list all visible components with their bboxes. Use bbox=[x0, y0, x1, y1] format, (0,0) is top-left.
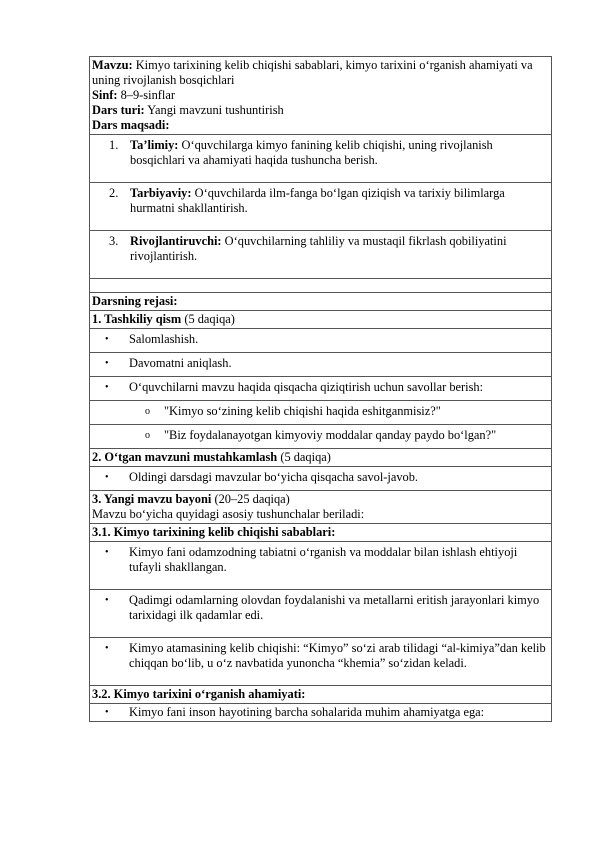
goal-item: 1. Ta’limiy: O‘quvchilarga kimyo fanining kelib chiqishi, uning rivojlanish bosqichlari va ahamiyati haqida tushuncha berish. bbox=[89, 134, 552, 182]
sub-list-item: o "Kimyo so‘zining kelib chiqishi haqida eshitganmisiz?" bbox=[89, 400, 552, 424]
list-item: • Oldingi darsdagi mavzular bo‘yicha qisqacha savol-javob. bbox=[89, 466, 552, 490]
list-item: • Davomatni aniqlash. bbox=[89, 352, 552, 376]
list-item: • O‘quvchilarni mavzu haqida qisqacha qiziqtirish uchun savollar berish: bbox=[89, 376, 552, 400]
bullet-icon: • bbox=[105, 595, 109, 606]
bullet-icon: • bbox=[105, 707, 109, 718]
goal-heading: Dars maqsadi: bbox=[92, 118, 170, 132]
list-item: • Kimyo fani inson hayotining barcha sohalarida muhim ahamiyatga ega: bbox=[89, 703, 552, 722]
header-block bbox=[89, 56, 552, 134]
topic-text: Kimyo tarixining kelib chiqishi sabablari, kimyo tarixini o‘rganish ahamiyati va uning rivojlanish bosqichlari bbox=[92, 58, 533, 87]
section-3-1-heading: 3.1. Kimyo tarixining kelib chiqishi sabablari: bbox=[89, 523, 552, 541]
lesson-type-text: Yangi mavzuni tushuntirish bbox=[147, 103, 284, 117]
section-2-heading: 2. O‘tgan mavzuni mustahkamlash (5 daqiqa) bbox=[89, 448, 552, 466]
grade-label: Sinf: bbox=[92, 88, 118, 102]
bullet-icon: • bbox=[105, 643, 109, 654]
goal-item: 2. Tarbiyaviy: O‘quvchilarda ilm-fanga bo‘lgan qiziqish va tarixiy bilimlarga hurmatni shakllantirish. bbox=[89, 182, 552, 230]
empty-row bbox=[89, 278, 552, 292]
lesson-plan-table bbox=[89, 56, 552, 722]
goal-item: 3. Rivojlantiruvchi: O‘quvchilarning tahliliy va mustaqil fikrlash qobiliyatini rivojlantirish. bbox=[89, 230, 552, 278]
list-item: • Salomlashish. bbox=[89, 328, 552, 352]
circle-bullet-icon: o bbox=[145, 430, 150, 441]
lesson-type-label: Dars turi: bbox=[92, 103, 145, 117]
lesson-type-line bbox=[92, 103, 549, 118]
list-item: • Kimyo atamasining kelib chiqishi: “Kimyo” so‘zi arab tilidagi “al-kimiya”dan kelib chiqqan bo‘lib, u o‘z navbatida yunoncha “khemia” so‘zidan keladi. bbox=[89, 637, 552, 685]
bullet-icon: • bbox=[105, 358, 109, 369]
section-3-2-heading: 3.2. Kimyo tarixini o‘rganish ahamiyati: bbox=[89, 685, 552, 703]
section-3-intro: Mavzu bo‘yicha quyidagi asosiy tushunchalar beriladi: bbox=[92, 507, 365, 521]
list-item: • Qadimgi odamlarning olovdan foydalanishi va metallarni eritish jarayonlari kimyo tarixidagi ilk qadamlar edi. bbox=[89, 589, 552, 637]
bullet-icon: • bbox=[105, 547, 109, 558]
section-3-heading: 3. Yangi mavzu bayoni (20–25 daqiqa) Mavzu bo‘yicha quyidagi asosiy tushunchalar beriladi: bbox=[89, 490, 552, 523]
section-1-heading: 1. Tashkiliy qism (5 daqiqa) bbox=[89, 310, 552, 328]
sub-list-item: o "Biz foydalanayotgan kimyoviy moddalar qanday paydo bo‘lgan?" bbox=[89, 424, 552, 448]
list-item: • Kimyo fani odamzodning tabiatni o‘rganish va moddalar bilan ishlash ehtiyoji tufayli shakllangan. bbox=[89, 541, 552, 589]
circle-bullet-icon: o bbox=[145, 406, 150, 417]
topic-label: Mavzu: bbox=[92, 58, 133, 72]
grade-text: 8–9-sinflar bbox=[120, 88, 175, 102]
bullet-icon: • bbox=[105, 472, 109, 483]
bullet-icon: • bbox=[105, 382, 109, 393]
plan-heading: Darsning rejasi: bbox=[89, 292, 552, 310]
grade-line bbox=[92, 88, 549, 103]
topic-line bbox=[92, 58, 549, 88]
bullet-icon: • bbox=[105, 334, 109, 345]
